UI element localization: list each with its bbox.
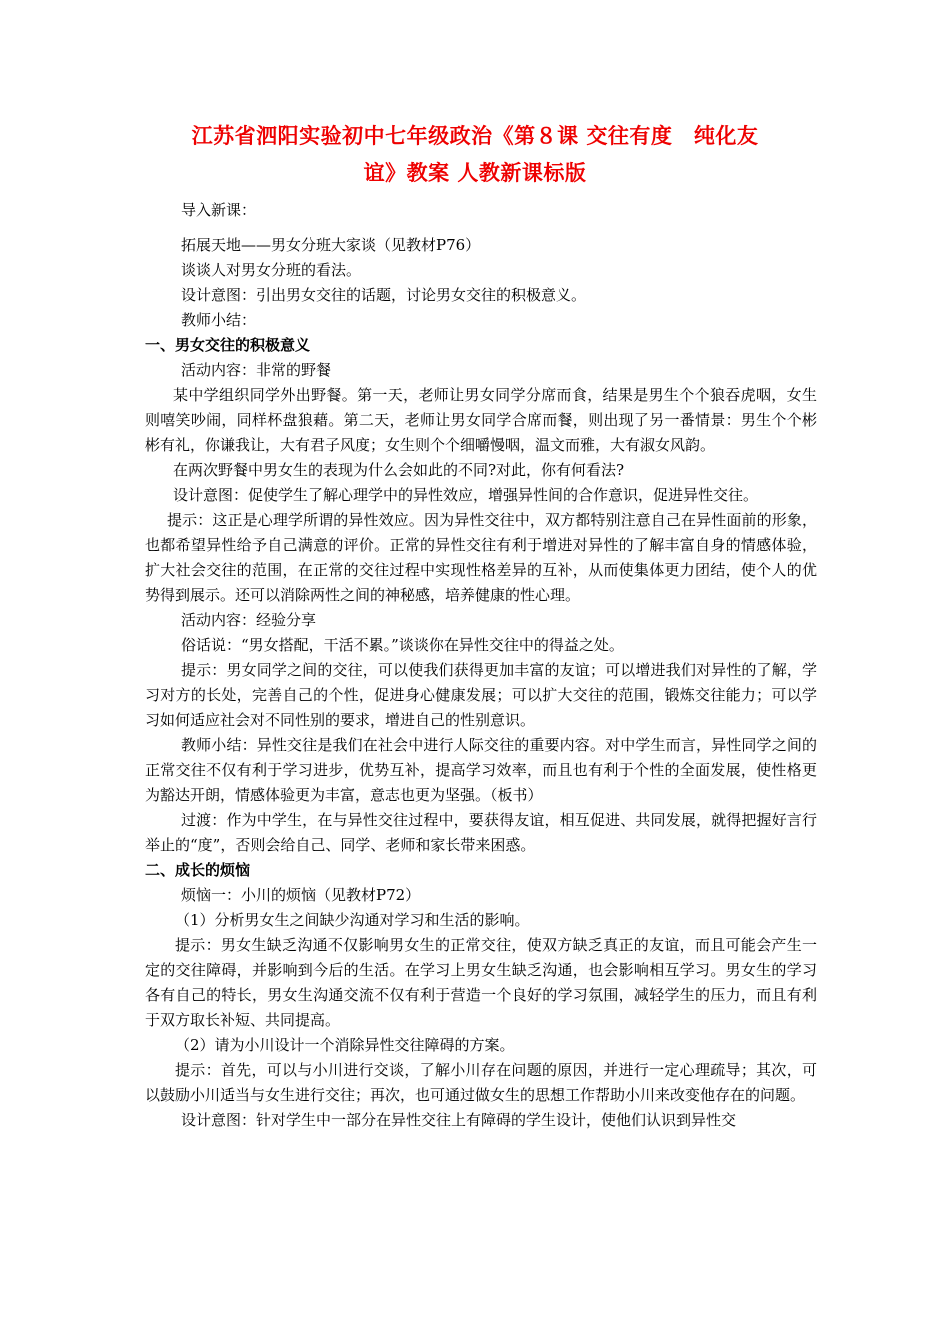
paragraph: 拓展天地——男女分班大家谈（见教材P76）: [181, 236, 481, 254]
paragraph: 提示：首先，可以与小川进行交谈，了解小川存在问题的原因，并进行一定心理疏导；其次，可以鼓励小川适当与女生进行交往；再次，也可通过做女生的思想工作帮助小川来改变他存在的问题。: [145, 1061, 817, 1104]
paragraph: 提示：这正是心理学所谓的异性效应。因为异性交往中，双方都特别注意自己在异性面前的形象，也都希望异性给予自己满意的评价。正常的异性交往有利于增进对异性的了解丰富自身的情感体验，扩大社会交往的范围，在正常的交往过程中实现性格差异的互补，从而使集体更力团结，使个人的优势得到展示。还可以消除两性之间的神秘感，培养健康的性心理。: [145, 511, 817, 604]
paragraph-gap: [145, 223, 817, 233]
paragraph: 提示：男女生缺乏沟通不仅影响男女生的正常交往，使双方缺乏真正的友谊，而且可能会产生一定的交往障碍，并影响到今后的生活。在学习上男女生缺乏沟通，也会影响相互学习。男女生的学习各有自己的特长，男女生沟通交流不仅有利于营造一个良好的学习氛围，减轻学生的压力，而且有利于双方取长补短、共同提高。: [145, 936, 817, 1029]
document-title-line-2: 谊》教案 人教新课标版: [363, 160, 587, 185]
paragraph: 烦恼一：小川的烦恼（见教材P72）: [181, 886, 421, 904]
section-heading: 二、成长的烦恼: [145, 861, 251, 879]
paragraph: 设计意图：针对学生中一部分在异性交往上有障碍的学生设计，使他们认识到异性交: [181, 1111, 737, 1129]
paragraph: 教师小结：: [181, 311, 257, 329]
paragraph: 活动内容：经验分享: [181, 611, 317, 629]
paragraph: （2）请为小川设计一个消除异性交往障碍的方案。: [175, 1036, 515, 1054]
document-body: [145, 198, 817, 1133]
paragraph: 过渡：作为中学生，在与异性交往过程中，要获得友谊，相互促进、共同发展，就得把握好言行举止的“度”，否则会给自己、同学、老师和家长带来困惑。: [145, 811, 817, 854]
paragraph: 活动内容：非常的野餐: [181, 361, 332, 379]
paragraph: 教师小结：异性交往是我们在社会中进行人际交往的重要内容。对中学生而言，异性同学之间的正常交往不仅有利于学习进步，优势互补，提高学习效率，而且也有利于个性的全面发展，使性格更为豁达开朗，情感体验更为丰富，意志也更为坚强。（板书）: [145, 736, 817, 804]
paragraph: 导入新课：: [181, 201, 257, 219]
document-title-line-1: 江苏省泗阳实验初中七年级政治《第８课 交往有度 纯化友: [191, 123, 759, 148]
paragraph: 某中学组织同学外出野餐。第一天，老师让男女同学分席而食，结果是男生个个狼吞虎咽，女生则嘻笑吵闹，同样杯盘狼藉。第二天，老师让男女同学合席而餐，则出现了另一番情景：男生个个彬彬有礼，你谦我让，大有君子风度；女生则个个细嚼慢咽，温文而雅，大有淑女风韵。: [145, 386, 817, 454]
paragraph: 谈谈人对男女分班的看法。: [181, 261, 362, 279]
paragraph: 俗话说：“男女搭配，干活不累。”谈谈你在异性交往中的得益之处。: [181, 636, 624, 654]
paragraph: （1）分析男女生之间缺少沟通对学习和生活的影响。: [175, 911, 530, 929]
paragraph: 提示：男女同学之间的交往，可以使我们获得更加丰富的友谊；可以增进我们对异性的了解，学习对方的长处，完善自己的个性，促进身心健康发展；可以扩大交往的范围，锻炼交往能力；可以学习如何适应社会对不同性别的要求，增进自己的性别意识。: [145, 661, 817, 729]
paragraph: 在两次野餐中男女生的表现为什么会如此的不同?对此，你有何看法?: [173, 461, 625, 479]
paragraph: 设计意图：引出男女交往的话题，讨论男女交往的积极意义。: [181, 286, 587, 304]
paragraph: 设计意图：促使学生了解心理学中的异性效应，增强异性间的合作意识，促进异性交往。: [173, 486, 759, 504]
section-heading: 一、男女交往的积极意义: [145, 336, 311, 354]
